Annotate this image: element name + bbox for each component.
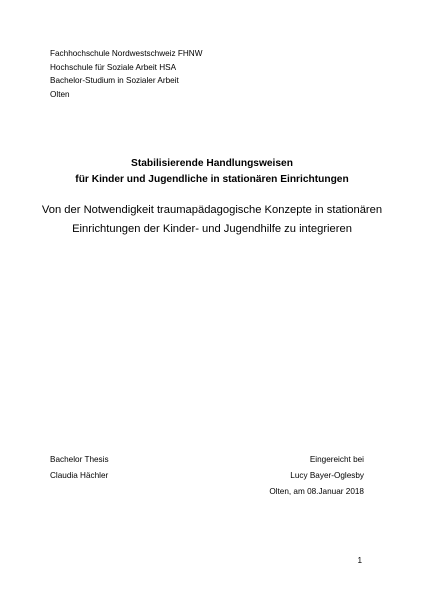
submission-block	[269, 452, 364, 500]
institution-line-school: Fachhochschule Nordwestschweiz FHNW	[50, 49, 203, 58]
institution-header	[50, 47, 202, 101]
thesis-title-line-2: für Kinder und Jugendliche in stationären Einrichtungen	[75, 174, 349, 185]
page-number: 1	[357, 556, 362, 565]
submission-label: Eingereicht bei	[309, 455, 364, 464]
thesis-title	[0, 156, 424, 188]
thesis-title-line-1: Stabilisierende Handlungsweisen	[131, 158, 293, 169]
institution-line-location: Olten	[50, 89, 70, 99]
thesis-subtitle-line-2: Einrichtungen der Kinder- und Jugendhilfe zu integrieren	[72, 223, 352, 235]
supervisor-name: Lucy Bayer-Oglesby	[290, 471, 364, 480]
submission-place-date: Olten, am 08.Januar 2018	[269, 487, 364, 496]
author-name: Claudia Hächler	[50, 471, 109, 480]
institution-line-program: Bachelor-Studium in Sozialer Arbeit	[50, 76, 179, 85]
thesis-type: Bachelor Thesis	[50, 455, 109, 464]
institution-line-faculty: Hochschule für Soziale Arbeit HSA	[50, 62, 177, 72]
thesis-subtitle	[0, 201, 424, 239]
thesis-subtitle-line-1: Von der Notwendigkeit traumapädagogische Konzepte in stationären	[41, 204, 383, 216]
author-block	[50, 452, 109, 484]
